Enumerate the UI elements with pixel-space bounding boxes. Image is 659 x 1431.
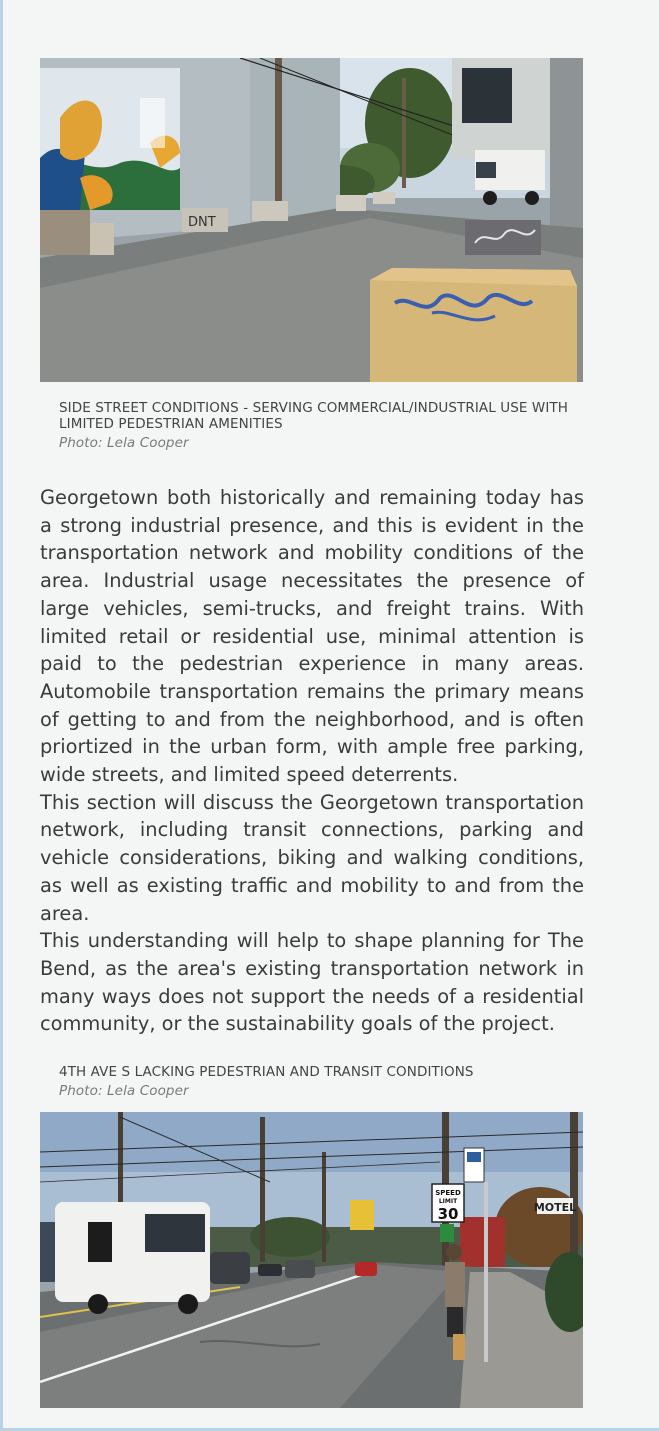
fourth-ave-caption	[59, 1064, 589, 1099]
side-street-photo-credit: Photo: Lela Cooper	[59, 435, 189, 451]
side-street-caption	[59, 400, 589, 451]
side-street-photo	[40, 58, 583, 382]
fourth-ave-illustration	[40, 1112, 583, 1408]
intro-paragraph-1: Georgetown both historically and remaining today has a strong industrial presence, and this is evident in the transportation network and mobility conditions of the area. Industrial usage necessitates the presence of large vehicles, semi-trucks, and freight trains. With limited retail or residential use, minimal attention is paid to the pedestrian experience in many areas. Automobile transportation remains the primary means of getting to and from the neighborhood, and is often priortized in the urban form, with ample free parking, wide streets, and limited speed deterrents.	[40, 486, 584, 787]
side-street-caption-text: SIDE STREET CONDITIONS - SERVING COMMERCIAL/INDUSTRIAL USE WITH LIMITED PEDESTRIAN AMENITIES	[59, 400, 569, 432]
fourth-ave-photo	[40, 1112, 583, 1408]
page-left-rule	[0, 0, 3, 1431]
store-sign-text: MOTEL	[533, 1201, 577, 1214]
intro-paragraph-3: This understanding will help to shape planning for The Bend, as the area's existing transportation network in many ways does not support the needs of a residential community, or the sustainability goals of the project.	[40, 929, 584, 1036]
graffiti-text: DNT	[188, 215, 216, 230]
fourth-ave-photo-credit: Photo: Lela Cooper	[59, 1083, 189, 1099]
speed-sign-value: 30	[437, 1205, 459, 1223]
speed-sign-top: SPEED	[435, 1189, 461, 1197]
speed-sign-mid: LIMIT	[438, 1198, 458, 1205]
fourth-ave-caption-text: 4TH AVE S LACKING PEDESTRIAN AND TRANSIT CONDITIONS	[59, 1064, 474, 1080]
transportation-intro-text	[40, 484, 584, 1038]
intro-paragraph-2: This section will discuss the Georgetown transportation network, including transit connections, parking and vehicle considerations, biking and walking conditions, as well as existing traffic and mobility to and from the area.	[40, 790, 584, 925]
side-street-illustration	[40, 58, 583, 382]
